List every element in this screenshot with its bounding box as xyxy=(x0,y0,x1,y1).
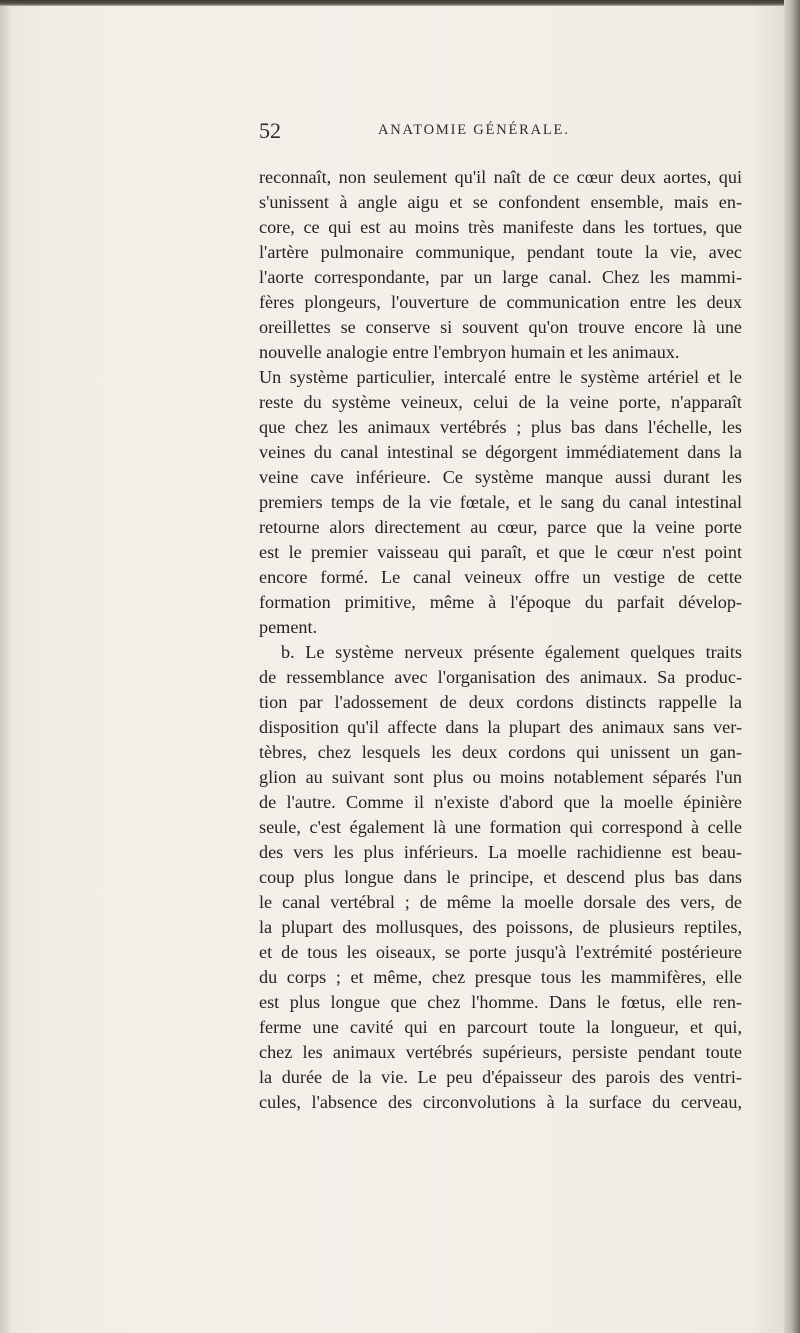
text-line: core, ce qui est au moins très manifeste dans les tortues, que xyxy=(259,217,742,237)
text-line: des vers les plus inférieurs. La moelle rachidienne est beau- xyxy=(259,842,742,862)
text-line: veines du canal intestinal se dégorgent immédiatement dans la xyxy=(259,442,742,462)
text-line: premiers temps de la vie fœtale, et le sang du canal intestinal xyxy=(259,492,742,512)
text-line: du corps ; et même, chez presque tous les mammifères, elle xyxy=(259,967,742,987)
text-line: et de tous les oiseaux, se porte jusqu'à l'extrémité postérieure xyxy=(259,942,742,962)
text-line: ferme une cavité qui en parcourt toute la longueur, et qui, xyxy=(259,1017,742,1037)
text-line: reconnaît, non seulement qu'il naît de ce cœur deux aortes, qui xyxy=(259,167,742,187)
text-line: de l'autre. Comme il n'existe d'abord que la moelle épinière xyxy=(259,792,742,812)
text-line: l'aorte correspondante, par un large canal. Chez les mammi- xyxy=(259,267,742,287)
text-line: que chez les animaux vertébrés ; plus bas dans l'échelle, les xyxy=(259,417,742,437)
text-line: coup plus longue dans le principe, et descend plus bas dans xyxy=(259,867,742,887)
text-line: b. Le système nerveux présente également quelques traits xyxy=(281,642,742,662)
text-line: tèbres, chez lesquels les deux cordons qui unissent un gan- xyxy=(259,742,742,762)
text-line: fères plongeurs, l'ouverture de communication entre les deux xyxy=(259,292,742,312)
page-header xyxy=(259,118,742,144)
page-top-edge xyxy=(0,0,800,6)
page-left-edge xyxy=(0,0,10,1333)
page-right-edge xyxy=(784,0,800,1333)
running-head: ANATOMIE GÉNÉRALE. xyxy=(378,122,570,138)
text-line: retourne alors directement au cœur, parce que la veine porte xyxy=(259,517,742,537)
text-line: est le premier vaisseau qui paraît, et que le cœur n'est point xyxy=(259,542,742,562)
text-line: cules, l'absence des circonvolutions à la surface du cerveau, xyxy=(259,1092,742,1112)
text-line: de ressemblance avec l'organisation des animaux. Sa produc- xyxy=(259,667,742,687)
text-line: nouvelle analogie entre l'embryon humain et les animaux. xyxy=(259,342,680,362)
text-line: tion par l'adossement de deux cordons distincts rappelle la xyxy=(259,692,742,712)
text-line: encore formé. Le canal veineux offre un vestige de cette xyxy=(259,567,742,587)
text-line: veine cave inférieure. Ce système manque aussi durant les xyxy=(259,467,742,487)
text-line: oreillettes se conserve si souvent qu'on trouve encore là une xyxy=(259,317,742,337)
text-line: formation primitive, même à l'époque du parfait dévelop- xyxy=(259,592,742,612)
text-line: chez les animaux vertébrés supérieurs, persiste pendant toute xyxy=(259,1042,742,1062)
text-line: disposition qu'il affecte dans la plupart des animaux sans ver- xyxy=(259,717,742,737)
text-line: la plupart des mollusques, des poissons, de plusieurs reptiles, xyxy=(259,917,742,937)
text-line: glion au suivant sont plus ou moins notablement séparés l'un xyxy=(259,767,742,787)
text-line: le canal vertébral ; de même la moelle dorsale des vers, de xyxy=(259,892,742,912)
text-line: est plus longue que chez l'homme. Dans le fœtus, elle ren- xyxy=(259,992,742,1012)
text-line: s'unissent à angle aigu et se confondent ensemble, mais en- xyxy=(259,192,742,212)
text-line: la durée de la vie. Le peu d'épaisseur des parois des ventri- xyxy=(259,1067,742,1087)
text-line: Un système particulier, intercalé entre le système artériel et le xyxy=(259,367,742,387)
text-line: seule, c'est également là une formation qui correspond à celle xyxy=(259,817,742,837)
text-line: reste du système veineux, celui de la veine porte, n'apparaît xyxy=(259,392,742,412)
body-text xyxy=(259,165,742,1115)
page-number: 52 xyxy=(259,118,281,143)
text-line: l'artère pulmonaire communique, pendant toute la vie, avec xyxy=(259,242,742,262)
text-line: pement. xyxy=(259,617,318,637)
